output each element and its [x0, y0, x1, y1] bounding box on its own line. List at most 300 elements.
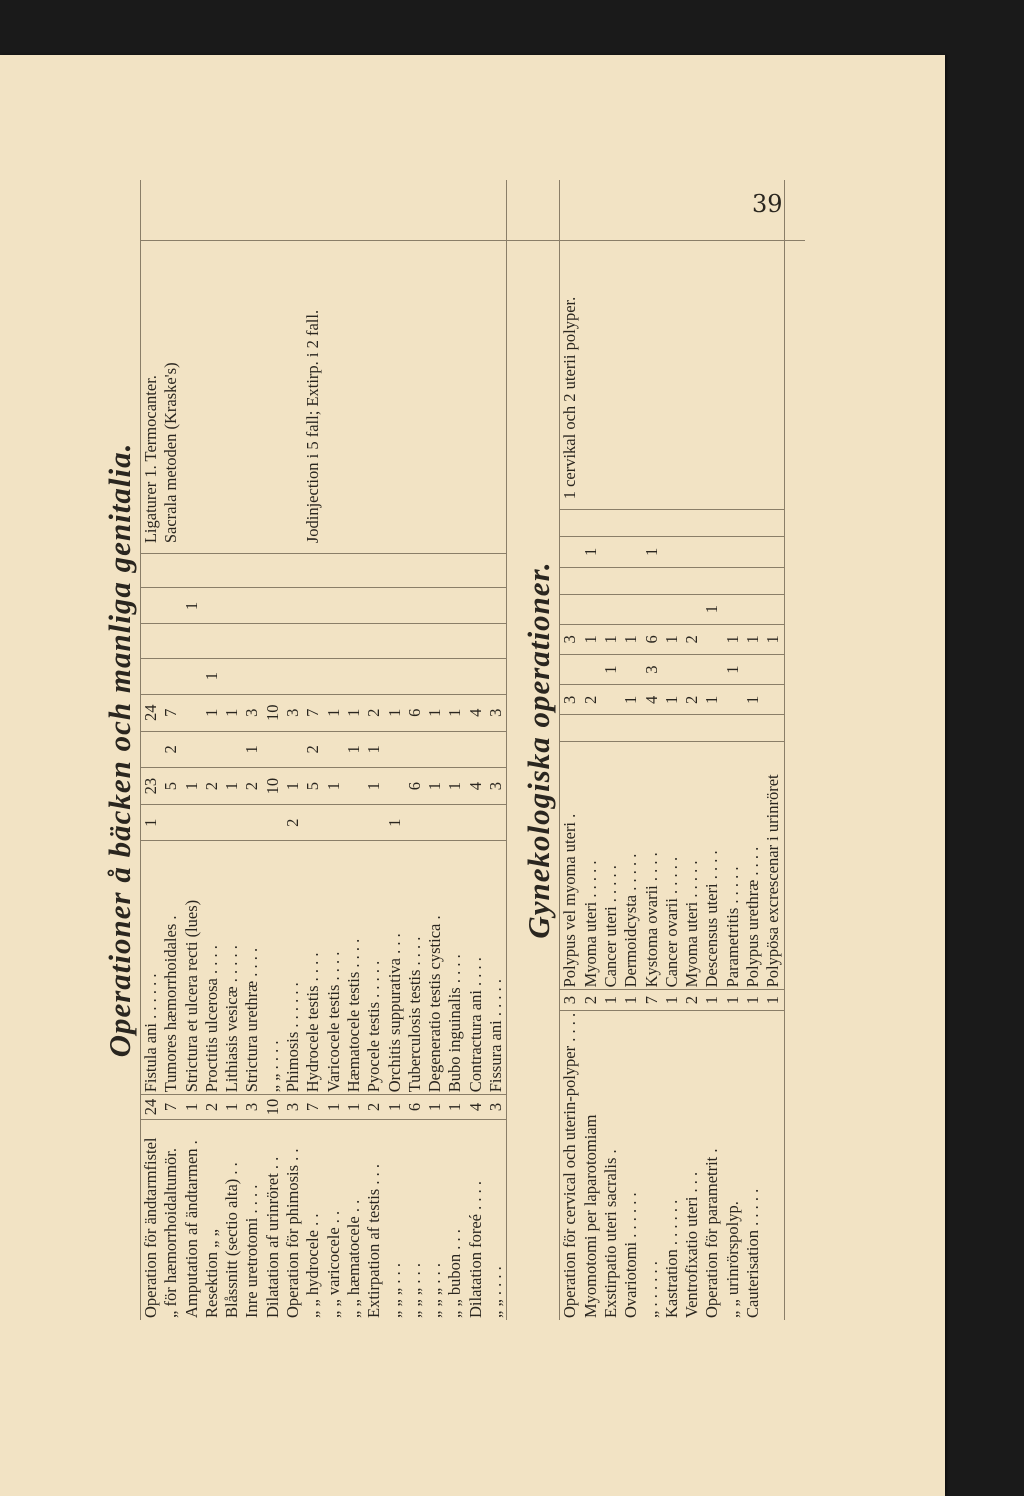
table-row — [581, 180, 601, 1320]
operation-cell: „ „ urinrörspolyp. — [722, 1201, 742, 1318]
col-h-cell — [182, 554, 202, 588]
col-e-cell — [141, 658, 162, 694]
operation-cell: „ „ „ . . . — [404, 1263, 424, 1318]
table-row — [222, 180, 242, 1320]
col-b-cell: 3 — [560, 685, 581, 715]
diagnosis-cell: Tuberculosis testis . . . . — [404, 936, 424, 1093]
col-g-cell: 1 — [642, 537, 662, 567]
col-b-cell: 5 — [303, 767, 323, 804]
col-a-cell — [466, 805, 486, 841]
operation-cell: „ „ bubon . . . — [445, 1229, 465, 1318]
col-e-cell — [263, 658, 283, 694]
count-cell: 1 — [182, 1095, 202, 1119]
col-e-cell — [466, 658, 486, 694]
count-cell: 1 — [621, 990, 641, 1010]
col-h-cell — [385, 554, 405, 588]
col-c-cell — [702, 654, 722, 684]
diagnosis-cell: Degeneratio testis cystica . — [425, 915, 445, 1093]
col-f-cell — [182, 624, 202, 658]
col-a-cell — [222, 805, 242, 841]
col-c-cell: 1 — [364, 731, 384, 767]
note-cell — [642, 180, 662, 510]
count-cell: 2 — [682, 990, 702, 1010]
col-c-cell — [466, 731, 486, 767]
diagnosis-cell: Pyocele testis . . . . . — [364, 960, 384, 1093]
col-f-cell — [642, 567, 662, 594]
table-row — [560, 180, 581, 1320]
col-h-cell — [364, 554, 384, 588]
count-cell: 10 — [263, 1095, 283, 1119]
count-cell: 1 — [445, 1095, 465, 1119]
col-a-cell — [763, 715, 784, 742]
col-f-cell — [662, 567, 682, 594]
col-g-cell — [425, 588, 445, 624]
diagnosis-cell: Lithiasis vesicæ . . . . . — [222, 945, 242, 1093]
operation-cell: Amputation af ändtarmen . — [181, 1140, 201, 1318]
col-b-cell — [763, 685, 784, 715]
col-a-cell — [560, 715, 581, 742]
count-cell: 1 — [425, 1095, 445, 1119]
col-c-cell — [182, 731, 202, 767]
col-b-cell: 1 — [425, 767, 445, 804]
col-b-cell: 1 — [182, 767, 202, 804]
col-b-cell — [723, 685, 743, 715]
col-b-cell: 1 — [283, 767, 303, 804]
diagnosis-cell: Myoma uteri . . . . . — [682, 860, 702, 988]
col-e-cell: 1 — [702, 594, 722, 624]
note-cell — [405, 180, 425, 554]
operation-cell: Ovariotomi . . . . . . — [621, 1192, 641, 1318]
col-h-cell — [763, 510, 784, 537]
col-h-cell — [303, 554, 323, 588]
operation-cell: „ „ „ . . . — [425, 1263, 445, 1318]
col-a-cell — [743, 715, 763, 742]
table-row — [466, 180, 486, 1320]
col-h-cell — [621, 510, 641, 537]
col-g-cell — [344, 588, 364, 624]
col-h-cell — [425, 554, 445, 588]
col-d-cell: 4 — [466, 694, 486, 731]
count-cell: 4 — [466, 1095, 486, 1119]
count-cell: 7 — [642, 990, 662, 1010]
col-c-cell: 2 — [161, 731, 181, 767]
col-c-cell — [263, 731, 283, 767]
col-c-cell — [385, 731, 405, 767]
col-f-cell — [405, 624, 425, 658]
col-b-cell: 6 — [405, 767, 425, 804]
col-b-cell: 5 — [161, 767, 181, 804]
col-c-cell — [222, 731, 242, 767]
col-e-cell — [344, 658, 364, 694]
diagnosis-cell: Fissura ani . . . . . — [486, 841, 507, 1095]
count-cell: 1 — [385, 1095, 405, 1119]
diagnosis-cell: Parametritis . . . . . — [722, 866, 742, 988]
col-d-cell: 1 — [621, 624, 641, 654]
count-cell: 6 — [405, 1095, 425, 1119]
col-a-cell — [723, 715, 743, 742]
col-f-cell — [682, 567, 702, 594]
col-c-cell — [141, 731, 162, 767]
col-e-cell — [425, 658, 445, 694]
note-cell — [242, 180, 262, 554]
operation-cell: Extirpation af testis . . . — [364, 1164, 384, 1318]
col-e-cell — [662, 594, 682, 624]
col-c-cell: 1 — [601, 654, 621, 684]
diagnosis-cell: Polypösa excrescenar i urinröret — [763, 742, 784, 990]
note-cell — [182, 180, 202, 554]
col-h-cell — [702, 510, 722, 537]
col-f-cell — [303, 624, 323, 658]
diagnosis-cell: Varicocele testis . . . . — [323, 951, 343, 1093]
col-f-cell — [581, 567, 601, 594]
col-c-cell — [405, 731, 425, 767]
col-f-cell — [702, 567, 722, 594]
col-g-cell — [662, 537, 682, 567]
col-d-cell: 1 — [202, 694, 222, 731]
col-g-cell — [263, 588, 283, 624]
col-f-cell — [283, 624, 303, 658]
col-h-cell — [202, 554, 222, 588]
col-g-cell — [324, 588, 344, 624]
col-e-cell: 1 — [202, 658, 222, 694]
col-a-cell — [405, 805, 425, 841]
diagnosis-cell: Fistula ani . . . . . . — [141, 841, 162, 1095]
col-c-cell: 3 — [642, 654, 662, 684]
note-cell — [621, 180, 641, 510]
col-c-cell — [202, 731, 222, 767]
operation-cell: „ . . . . . . — [641, 1261, 661, 1318]
diagnosis-cell: Tumores hæmorrhoidales . — [161, 915, 181, 1093]
col-a-cell — [344, 805, 364, 841]
col-f-cell — [344, 624, 364, 658]
col-a-cell — [324, 805, 344, 841]
operation-cell: „ „ varicocele . . — [323, 1210, 343, 1318]
table-row — [263, 180, 283, 1320]
col-f-cell — [161, 624, 181, 658]
col-g-cell — [621, 537, 641, 567]
col-e-cell — [242, 658, 262, 694]
col-g-cell — [202, 588, 222, 624]
col-h-cell — [560, 510, 581, 537]
col-d-cell — [702, 624, 722, 654]
col-d-cell: 3 — [560, 624, 581, 654]
col-g-cell — [385, 588, 405, 624]
count-cell: 3 — [283, 1095, 303, 1119]
table-gyn — [559, 180, 784, 1320]
col-h-cell — [283, 554, 303, 588]
note-cell — [682, 180, 702, 510]
col-e-cell — [642, 594, 662, 624]
col-d-cell: 1 — [723, 624, 743, 654]
operation-cell: Operation för cervical och uterin-polyper . . . . — [560, 1010, 581, 1320]
table-row — [723, 180, 743, 1320]
col-d-cell: 2 — [682, 624, 702, 654]
col-e-cell — [581, 594, 601, 624]
col-c-cell — [662, 654, 682, 684]
col-f-cell — [445, 624, 465, 658]
col-g-cell — [405, 588, 425, 624]
col-f-cell — [763, 567, 784, 594]
col-d-cell: 3 — [242, 694, 262, 731]
count-cell: 3 — [560, 990, 581, 1010]
col-d-cell: 1 — [662, 624, 682, 654]
col-a-cell — [601, 715, 621, 742]
col-e-cell — [182, 658, 202, 694]
col-a-cell — [486, 805, 507, 841]
col-b-cell: 2 — [682, 685, 702, 715]
table-row — [702, 180, 722, 1320]
col-c-cell — [581, 654, 601, 684]
col-e-cell — [723, 594, 743, 624]
col-f-cell — [222, 624, 242, 658]
col-h-cell — [642, 510, 662, 537]
col-e-cell — [682, 594, 702, 624]
col-c-cell — [324, 731, 344, 767]
note-cell — [385, 180, 405, 554]
col-b-cell: 1 — [222, 767, 242, 804]
table-men — [140, 180, 507, 1320]
col-d-cell: 3 — [283, 694, 303, 731]
col-g-cell — [560, 537, 581, 567]
operation-cell: Dilatation foreé . . . . — [465, 1181, 485, 1318]
operation-cell: Cauterisation . . . . . — [743, 1188, 763, 1318]
diagnosis-cell: Polypus vel myoma uteri . — [560, 742, 581, 990]
col-f-cell — [425, 624, 445, 658]
count-cell: 1 — [662, 990, 682, 1010]
col-c-cell — [763, 654, 784, 684]
note-cell — [324, 180, 344, 554]
count-cell: 1 — [763, 990, 784, 1010]
count-cell: 2 — [581, 990, 601, 1010]
diagnosis-cell: Descensus uteri . . . . — [702, 850, 722, 988]
count-cell: 1 — [324, 1095, 344, 1119]
col-b-cell — [385, 767, 405, 804]
col-c-cell — [743, 654, 763, 684]
col-g-cell — [723, 537, 743, 567]
table-row — [743, 180, 763, 1320]
col-b-cell: 1 — [621, 685, 641, 715]
col-f-cell — [601, 567, 621, 594]
col-a-cell — [581, 715, 601, 742]
note-cell — [601, 180, 621, 510]
note-cell — [283, 180, 303, 554]
col-e-cell — [445, 658, 465, 694]
col-f-cell — [263, 624, 283, 658]
operation-cell: „ „ . . . . — [486, 1119, 507, 1320]
table-row — [344, 180, 364, 1320]
col-b-cell — [344, 767, 364, 804]
col-g-cell — [303, 588, 323, 624]
col-f-cell — [743, 567, 763, 594]
col-e-cell — [560, 594, 581, 624]
note-cell — [344, 180, 364, 554]
col-e-cell — [621, 594, 641, 624]
diagnosis-cell: Cancer uteri . . . . . — [600, 865, 620, 988]
col-c-cell: 2 — [303, 731, 323, 767]
table-row — [601, 180, 621, 1320]
col-d-cell: 7 — [303, 694, 323, 731]
col-a-cell — [662, 715, 682, 742]
col-h-cell — [161, 554, 181, 588]
col-h-cell — [486, 554, 507, 588]
col-d-cell: 7 — [161, 694, 181, 731]
count-cell: 7 — [161, 1095, 181, 1119]
col-g-cell — [601, 537, 621, 567]
count-cell: 2 — [202, 1095, 222, 1119]
col-g-cell — [763, 537, 784, 567]
col-g-cell: 1 — [581, 537, 601, 567]
col-h-cell — [141, 554, 162, 588]
col-a-cell — [621, 715, 641, 742]
operation-cell: „ „ hæmatocele . . — [343, 1199, 363, 1318]
col-c-cell: 1 — [723, 654, 743, 684]
count-cell: 3 — [486, 1095, 507, 1119]
col-e-cell — [161, 658, 181, 694]
col-g-cell — [161, 588, 181, 624]
table-row — [621, 180, 641, 1320]
count-cell: 1 — [702, 990, 722, 1010]
table-row — [303, 180, 323, 1320]
col-d-cell: 6 — [642, 624, 662, 654]
note-cell — [364, 180, 384, 554]
col-a-cell — [242, 805, 262, 841]
col-c-cell — [425, 731, 445, 767]
table-row — [763, 180, 784, 1320]
col-c-cell: 1 — [242, 731, 262, 767]
col-a-cell — [702, 715, 722, 742]
col-f-cell — [486, 624, 507, 658]
rotated-table-content — [100, 180, 820, 1320]
col-h-cell — [466, 554, 486, 588]
col-d-cell: 1 — [324, 694, 344, 731]
col-f-cell — [723, 567, 743, 594]
col-g-cell — [743, 537, 763, 567]
table-row — [642, 180, 662, 1320]
col-h-cell — [601, 510, 621, 537]
operation-cell: Blåssnitt (sectio alta) . . — [222, 1162, 242, 1318]
operation-cell: Operation för phimosis . . — [283, 1148, 303, 1318]
col-h-cell — [344, 554, 364, 588]
note-cell — [486, 180, 507, 554]
col-g-cell: 1 — [182, 588, 202, 624]
note-cell — [743, 180, 763, 510]
note-cell — [425, 180, 445, 554]
col-a-cell — [425, 805, 445, 841]
col-g-cell — [445, 588, 465, 624]
col-a-cell — [182, 805, 202, 841]
note-cell: 1 cervikal och 2 uterii polyper. — [560, 180, 581, 510]
table-row — [445, 180, 465, 1320]
operation-cell: Resektion „ „ — [201, 1229, 221, 1318]
col-h-cell — [682, 510, 702, 537]
table-row — [682, 180, 702, 1320]
table-row — [202, 180, 222, 1320]
col-e-cell — [385, 658, 405, 694]
note-cell — [222, 180, 242, 554]
col-b-cell: 1 — [364, 767, 384, 804]
count-cell: 1 — [222, 1095, 242, 1119]
col-c-cell — [682, 654, 702, 684]
col-a-cell — [161, 805, 181, 841]
col-b-cell: 10 — [263, 767, 283, 804]
col-h-cell — [242, 554, 262, 588]
col-c-cell: 1 — [344, 731, 364, 767]
col-e-cell — [601, 594, 621, 624]
col-h-cell — [263, 554, 283, 588]
diagnosis-cell: Strictura et ulcera recti (lues) — [181, 899, 201, 1093]
table-row — [141, 180, 162, 1320]
col-d-cell: 6 — [405, 694, 425, 731]
diagnosis-cell: Myoma uteri . . . . . — [580, 860, 600, 988]
operation-cell: Operation för ändtarmfistel — [141, 1119, 162, 1320]
operation-cell: Ventrofixatio uteri . . . — [682, 1171, 702, 1318]
diagnosis-cell: „ „ . . . . — [262, 1040, 282, 1093]
col-d-cell: 1 — [344, 694, 364, 731]
col-b-cell: 1 — [324, 767, 344, 804]
note-cell: Jodinjection i 5 fall; Extirp. i 2 fall. — [303, 309, 323, 544]
col-b-cell: 2 — [242, 767, 262, 804]
diagnosis-cell: Phimosis . . . . . . — [283, 982, 303, 1093]
operation-cell: „ „ hydrocele . . — [303, 1213, 323, 1318]
note-cell — [662, 180, 682, 510]
diagnosis-cell: Proctitis ulcerosa . . . . — [201, 945, 221, 1093]
col-d-cell: 1 — [222, 694, 242, 731]
col-g-cell — [466, 588, 486, 624]
operation-cell: Exstirpatio uteri sacralis . — [600, 1149, 620, 1318]
note-cell: Sacrala metoden (Kraske's) — [161, 362, 181, 544]
col-d-cell — [182, 694, 202, 731]
section-title-men: Operationer å bäcken och manliga genitalia. — [102, 442, 137, 1058]
col-d-cell: 1 — [385, 694, 405, 731]
col-f-cell — [560, 567, 581, 594]
note-cell — [763, 180, 784, 510]
operation-cell: Kastration . . . . . . — [661, 1199, 681, 1318]
diagnosis-cell: Kystoma ovarii . . . . — [641, 852, 661, 988]
col-d-cell: 1 — [581, 624, 601, 654]
diagnosis-cell: Contractura ani . . . . — [465, 957, 485, 1093]
note-cell — [202, 180, 222, 554]
col-h-cell — [445, 554, 465, 588]
diagnosis-cell: Polypus urethræ . . . . — [743, 846, 763, 988]
diagnosis-cell: Strictura urethræ . . . . — [242, 947, 262, 1093]
diagnosis-cell: Cancer ovarii . . . . . — [661, 856, 681, 988]
col-g-cell — [242, 588, 262, 624]
table-row — [662, 180, 682, 1320]
operation-cell: Dilatation af urinröret . . — [262, 1156, 282, 1318]
col-f-cell — [466, 624, 486, 658]
col-h-cell — [405, 554, 425, 588]
count-cell: 1 — [723, 990, 743, 1010]
table-row — [405, 180, 425, 1320]
count-cell: 24 — [141, 1095, 162, 1119]
note-cell — [723, 180, 743, 510]
col-a-cell — [364, 805, 384, 841]
operation-cell: „ för hæmorrhoidaltumör. — [161, 1147, 181, 1318]
diagnosis-cell: Hydrocele testis . . . . — [303, 952, 323, 1093]
col-a-cell — [202, 805, 222, 841]
note-cell: Ligaturer 1. Termocanter. — [141, 180, 162, 554]
col-b-cell: 1 — [445, 767, 465, 804]
col-e-cell — [283, 658, 303, 694]
count-cell: 1 — [743, 990, 763, 1010]
col-d-cell: 24 — [141, 694, 162, 731]
section-title-gyn: Gynekologiska operationer. — [521, 561, 557, 939]
col-d-cell: 1 — [743, 624, 763, 654]
col-h-cell — [723, 510, 743, 537]
note-cell — [702, 180, 722, 510]
table-row — [324, 180, 344, 1320]
col-e-cell — [405, 658, 425, 694]
